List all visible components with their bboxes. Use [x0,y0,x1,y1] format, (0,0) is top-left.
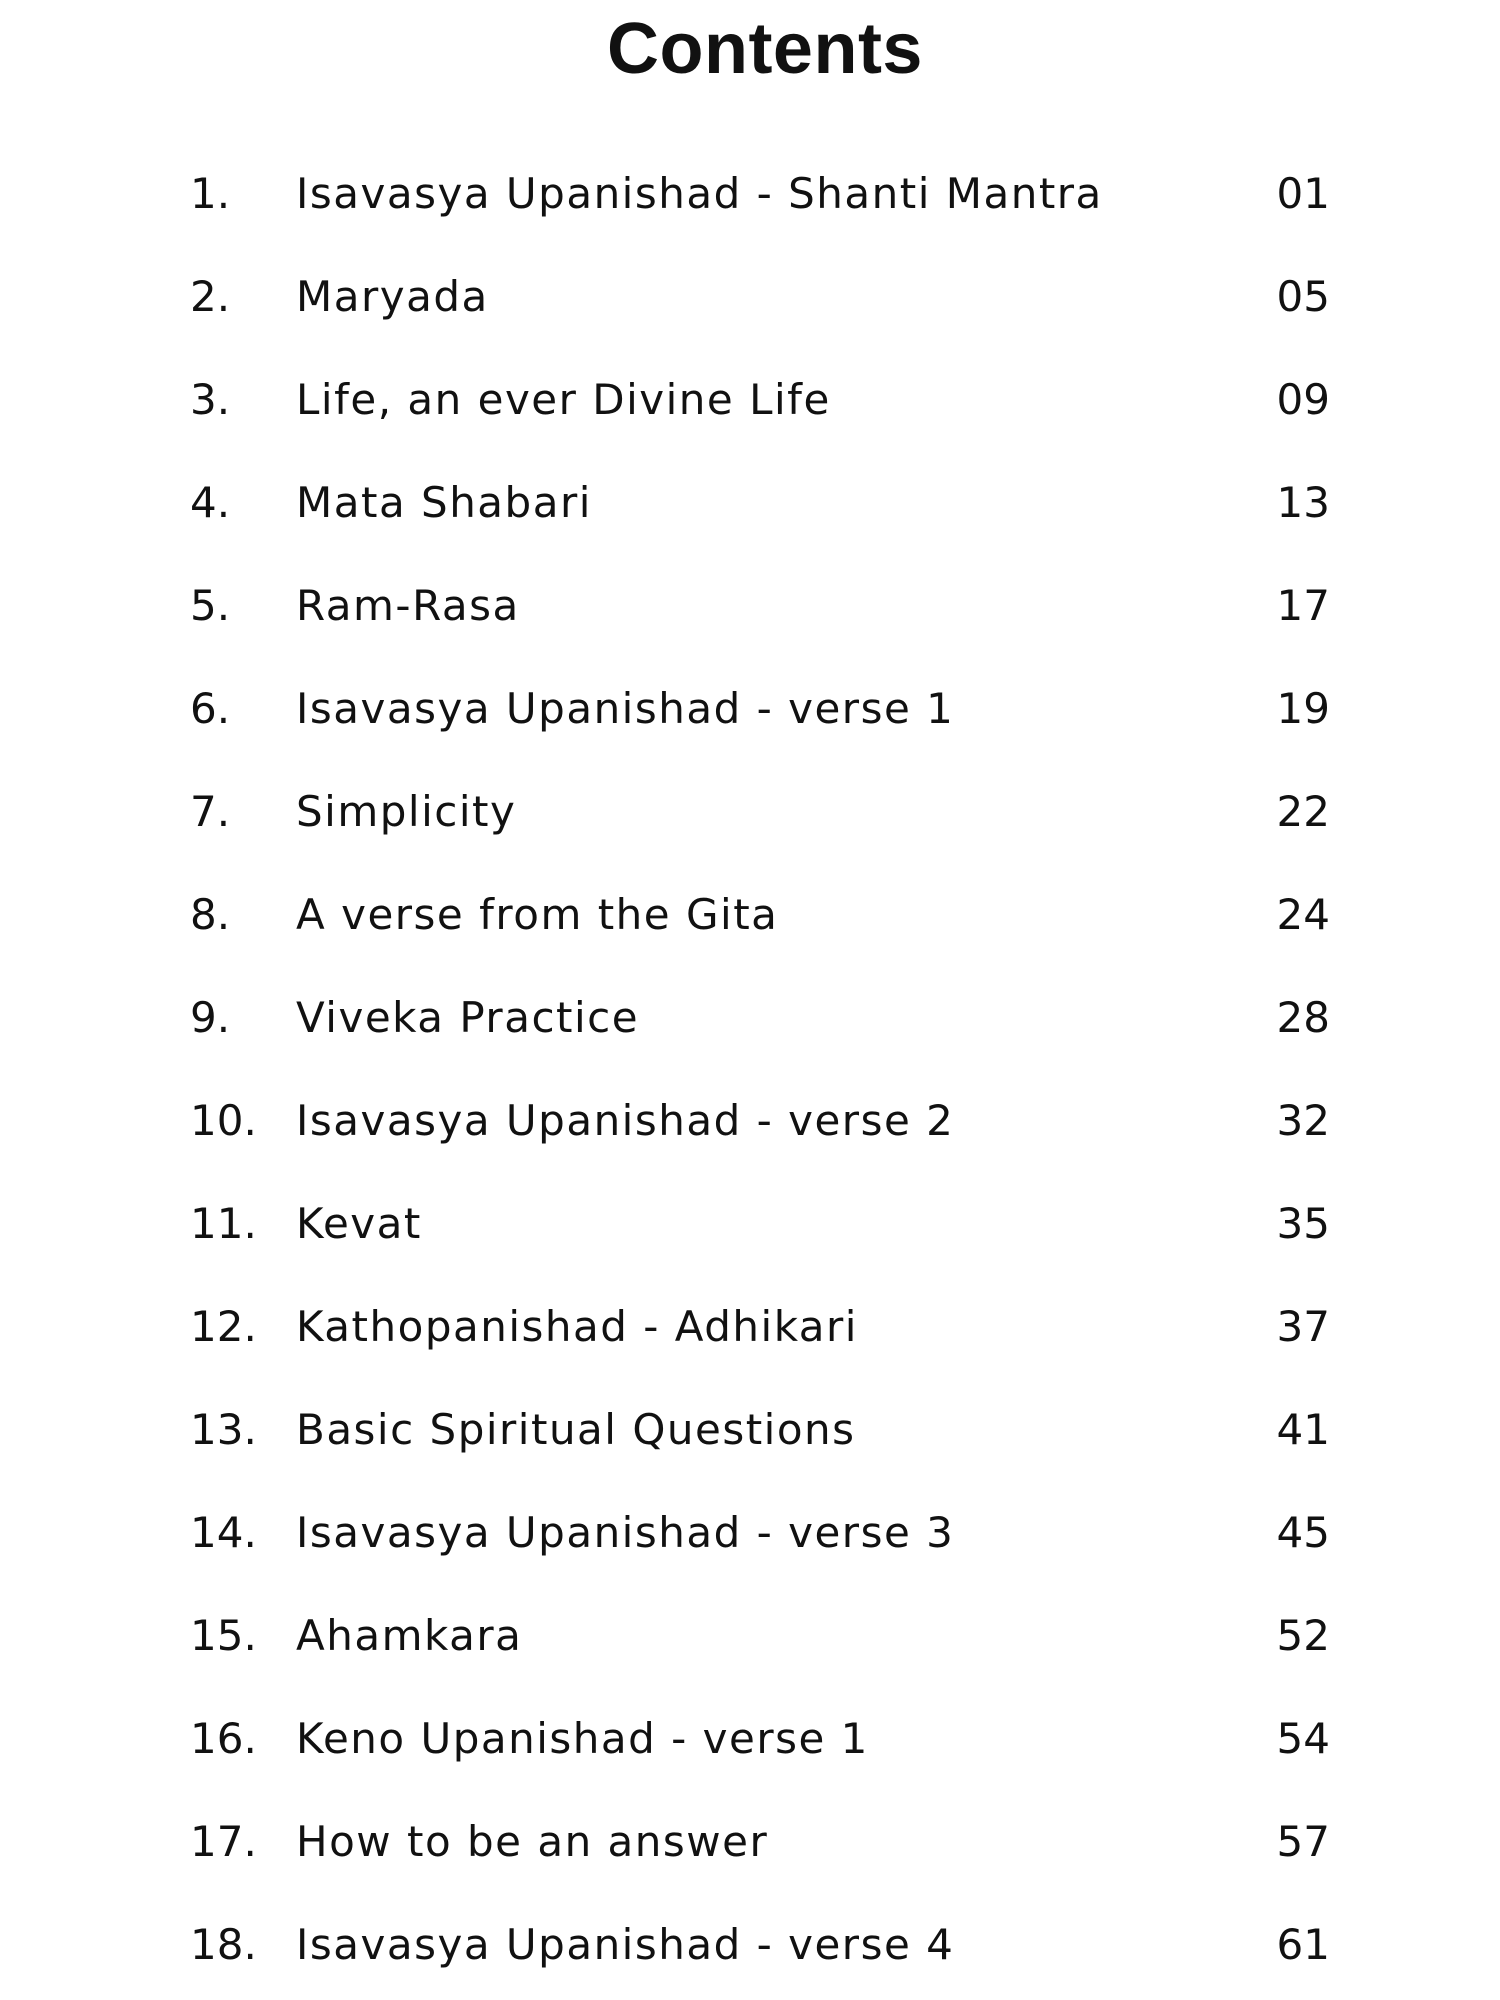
entry-title: Simplicity [296,787,517,836]
entry-title: Isavasya Upanishad - verse 1 [296,684,955,733]
entry-number: 3. [190,375,231,424]
entry-number: 8. [190,890,231,939]
entry-number: 4. [190,478,231,527]
entry-page: 24 [1276,890,1330,939]
toc-entry [0,1081,1500,1161]
entry-title: Isavasya Upanishad - Shanti Mantra [296,169,1103,218]
entry-page: 09 [1276,375,1330,424]
toc-entry [0,875,1500,955]
entry-title: Maryada [296,272,489,321]
entry-number: 15. [190,1611,257,1660]
toc-entry [0,360,1500,440]
toc-entry [0,154,1500,234]
entry-page: 54 [1276,1714,1330,1763]
entry-number: 6. [190,684,231,733]
entry-page: 45 [1276,1508,1330,1557]
entry-page: 41 [1276,1405,1330,1454]
entry-page: 52 [1276,1611,1330,1660]
toc-entry [0,978,1500,1058]
entry-page: 35 [1276,1199,1330,1248]
entry-title: How to be an answer [296,1817,769,1866]
entry-number: 9. [190,993,231,1042]
entry-page: 22 [1276,787,1330,836]
entry-number: 2. [190,272,231,321]
entry-title: A verse from the Gita [296,890,779,939]
entry-title: Kathopanishad - Adhikari [296,1302,858,1351]
entry-title: Life, an ever Divine Life [296,375,831,424]
toc-entry [0,1596,1500,1676]
entry-page: 61 [1276,1920,1330,1969]
entry-page: 37 [1276,1302,1330,1351]
entry-title: Ram-Rasa [296,581,520,630]
toc-entry [0,566,1500,646]
entry-title: Mata Shabari [296,478,592,527]
toc-entry [0,669,1500,749]
entry-page: 13 [1276,478,1330,527]
entry-number: 18. [190,1920,257,1969]
entry-number: 5. [190,581,231,630]
entry-title: Isavasya Upanishad - verse 4 [296,1920,955,1969]
entry-page: 05 [1276,272,1330,321]
entry-number: 1. [190,169,231,218]
toc-entry [0,1184,1500,1264]
toc-entry [0,1802,1500,1882]
entry-number: 10. [190,1096,257,1145]
toc-entry [0,257,1500,337]
entry-page: 01 [1276,169,1330,218]
entry-title: Isavasya Upanishad - verse 2 [296,1096,955,1145]
entry-number: 7. [190,787,231,836]
toc-entry [0,1287,1500,1367]
toc-entry [0,1905,1500,1985]
entry-page: 57 [1276,1817,1330,1866]
entry-number: 17. [190,1817,257,1866]
entry-title: Ahamkara [296,1611,523,1660]
entry-number: 16. [190,1714,257,1763]
toc-entry [0,463,1500,543]
toc-entry [0,1390,1500,1470]
entry-title: Kevat [296,1199,422,1248]
entry-number: 12. [190,1302,257,1351]
toc-entry [0,1699,1500,1779]
entry-number: 13. [190,1405,257,1454]
entry-number: 11. [190,1199,257,1248]
entry-page: 19 [1276,684,1330,733]
entry-title: Basic Spiritual Questions [296,1405,856,1454]
entry-page: 28 [1276,993,1330,1042]
entry-number: 14. [190,1508,257,1557]
entry-title: Viveka Practice [296,993,640,1042]
entry-title: Keno Upanishad - verse 1 [296,1714,869,1763]
entry-page: 17 [1276,581,1330,630]
page-title: Contents [607,9,923,89]
toc-entry [0,1493,1500,1573]
entry-page: 32 [1276,1096,1330,1145]
toc-entry [0,772,1500,852]
entry-title: Isavasya Upanishad - verse 3 [296,1508,955,1557]
